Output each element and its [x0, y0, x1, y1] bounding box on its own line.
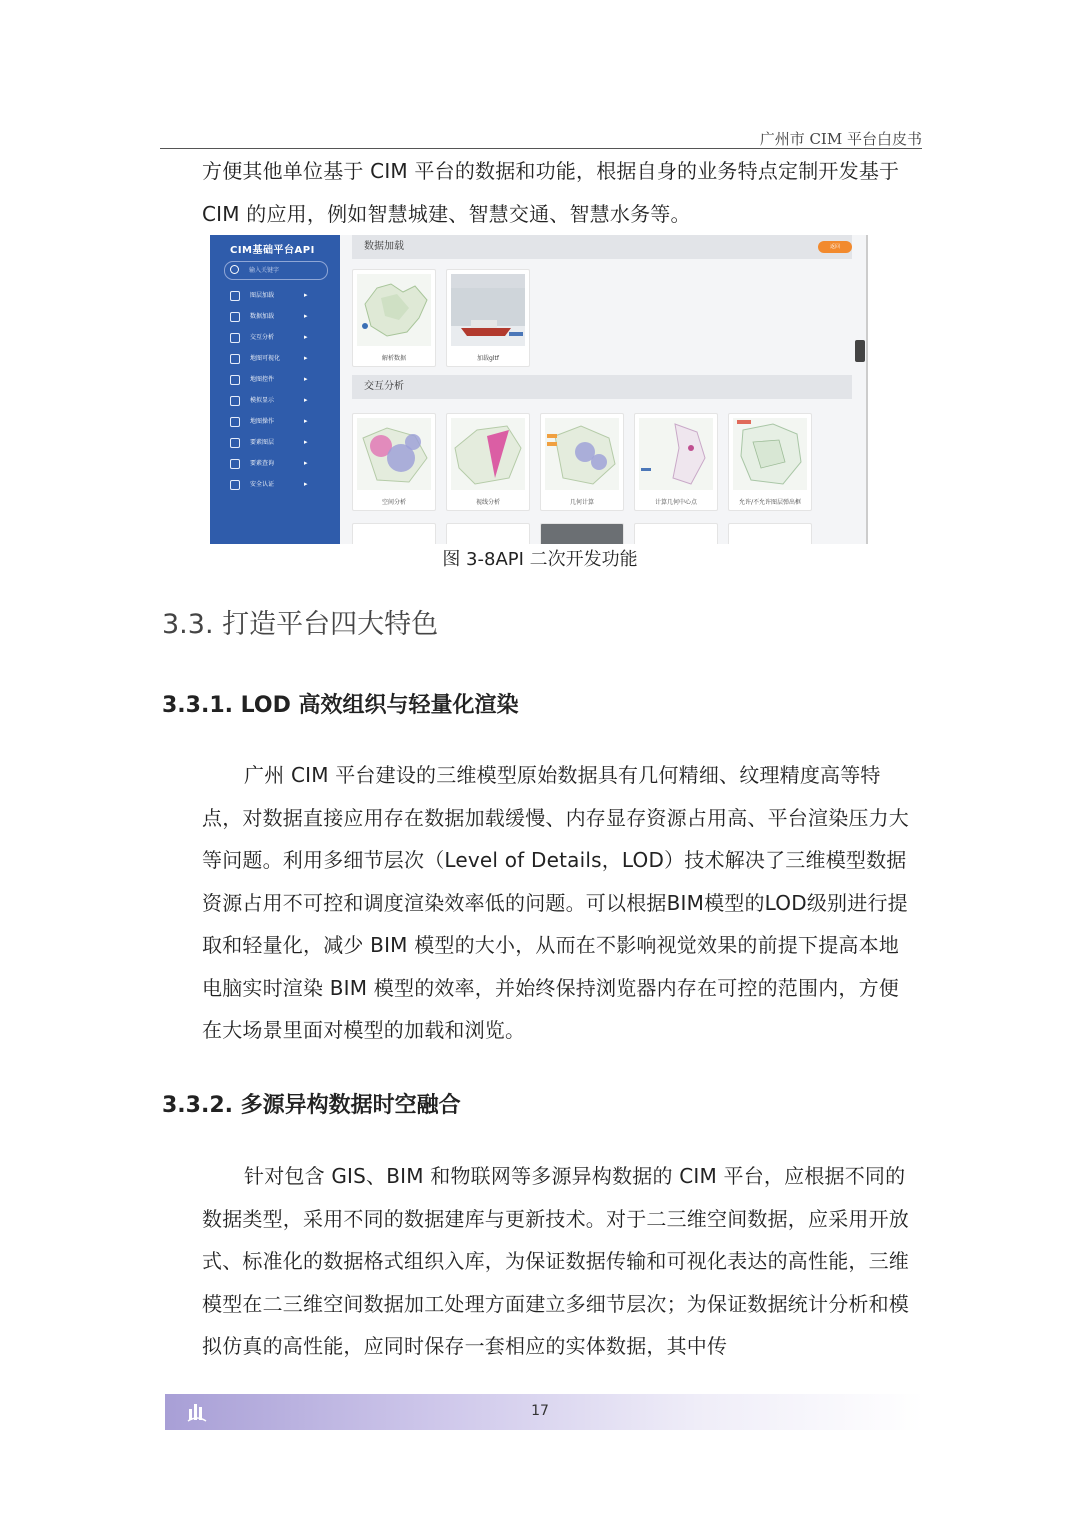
orange-button[interactable]: 返回 [818, 241, 852, 253]
card-spatial-analysis[interactable] [352, 413, 436, 511]
section-label: 交互分析 [364, 381, 404, 392]
chevron-right-icon: ▸ [304, 417, 308, 425]
api-menu-item[interactable] [228, 474, 328, 495]
card-sight-analysis[interactable] [446, 413, 530, 511]
header-divider [160, 148, 922, 149]
api-menu-item[interactable] [228, 285, 328, 306]
api-menu-item[interactable] [228, 306, 328, 327]
api-main-panel [340, 235, 866, 544]
section-label: 数据加载 [364, 241, 404, 252]
card-partial[interactable] [446, 523, 530, 544]
api-search-input[interactable] [224, 261, 328, 280]
api-figure [210, 235, 868, 544]
api-menu-item[interactable] [228, 453, 328, 474]
api-menu-item[interactable] [228, 348, 328, 369]
gltf-thumbnail [451, 274, 525, 346]
search-placeholder: 输入关键字 [249, 267, 280, 274]
query-icon [230, 459, 240, 469]
globe-icon [230, 354, 240, 364]
running-header: 广州市 CIM 平台白皮书 [759, 130, 922, 148]
card-label: 几何计算 [569, 499, 594, 506]
chevron-right-icon: ▸ [304, 333, 308, 341]
api-menu-label: 模拟显示 [250, 397, 275, 404]
bar-chart-icon [230, 312, 240, 322]
map-thumbnail [733, 418, 807, 490]
card-label: 视线分析 [475, 499, 500, 506]
figure-scroll-handle[interactable] [855, 340, 865, 362]
api-menu-item[interactable] [228, 411, 328, 432]
api-menu [228, 285, 328, 495]
chevron-right-icon: ▸ [304, 459, 308, 467]
api-menu-label: 地图操作 [250, 418, 275, 425]
interaction-icon [230, 333, 240, 343]
section-3-3-1-body: 广州 CIM 平台建设的三维模型原始数据具有几何精细、纹理精度高等特点，对数据直接应用存在数据加载缓慢、内存显存资源占用高、平台渲染压力大等问题。利用多细节层次（Level of Details，LOD）技术解决了三维模型数据资源占用不可控和调度渲染效率低的问题。可以根据BIM模型的LOD级别进行提取和轻量化，减少 BIM 模型的大小，从而在不影响视觉效果的前提下提高本地电脑实时渲染 BIM 模型的效率，并始终保持浏览器内存在可控的范围内，方便在大场景里面对模型的加载和浏览。 [202, 763, 909, 1042]
card-label: 空间分析 [381, 499, 406, 506]
shield-plus-icon [230, 480, 240, 490]
card-partial[interactable] [352, 523, 436, 544]
api-menu-item[interactable] [228, 369, 328, 390]
map-thumbnail [357, 274, 431, 346]
select-icon [230, 417, 240, 427]
api-menu-label: 要素查询 [250, 460, 275, 467]
card-partial[interactable] [728, 523, 812, 544]
api-menu-item[interactable] [228, 432, 328, 453]
list-icon [230, 438, 240, 448]
api-menu-label: 安全认证 [250, 481, 275, 488]
card-parse-data[interactable] [352, 269, 436, 367]
section-bar-data-loading [352, 235, 852, 259]
api-sidebar [210, 235, 340, 544]
api-menu-label: 交互分析 [250, 334, 275, 341]
card-label: 允许/不允许图层弹出框 [738, 499, 802, 506]
map-thumbnail [451, 418, 525, 490]
api-app-title: CIM基础平台API [230, 245, 315, 256]
page-number: 17 [531, 1403, 549, 1419]
section-heading-3-3-1: 3.3.1. LOD 高效组织与轻量化渲染 [162, 693, 519, 718]
section-bar-interactive [352, 375, 852, 399]
card-label: 解析数据 [381, 355, 406, 362]
api-menu-label: 地图控件 [250, 376, 275, 383]
chevron-right-icon: ▸ [304, 312, 308, 320]
chevron-right-icon: ▸ [304, 480, 308, 488]
intro-paragraph: 方便其他单位基于 CIM 平台的数据和功能，根据自身的业务特点定制开发基于 CIM 的应用，例如智慧城建、智慧交通、智慧水务等。 [202, 159, 900, 226]
map-thumbnail [545, 418, 619, 490]
section-heading-3-3-2: 3.3.2. 多源异构数据时空融合 [162, 1093, 461, 1118]
search-icon [230, 265, 239, 274]
chevron-right-icon: ▸ [304, 354, 308, 362]
figure-caption: 图 3-8API 二次开发功能 [442, 549, 638, 570]
section-3-3-2-body: 针对包含 GIS、BIM 和物联网等多源异构数据的 CIM 平台，应根据不同的数据类型，采用不同的数据建库与更新技术。对于二三维空间数据，应采用开放式、标准化的数据格式组织入库，为保证数据传输和可视化表达的高性能，三维模型在二三维空间数据加工处理方面建立多细节层次；为保证数据统计分析和模拟仿真的高性能，应同时保存一套相应的实体数据，其中传 [202, 1164, 909, 1358]
card-partial[interactable] [540, 523, 624, 544]
api-menu-item[interactable] [228, 390, 328, 411]
card-geometry-calc[interactable] [540, 413, 624, 511]
sliders-icon [230, 375, 240, 385]
map-thumbnail [357, 418, 431, 490]
card-calc-center[interactable] [634, 413, 718, 511]
chevron-right-icon: ▸ [304, 375, 308, 383]
chevron-right-icon: ▸ [304, 438, 308, 446]
chevron-right-icon: ▸ [304, 291, 308, 299]
api-menu-item[interactable] [228, 327, 328, 348]
card-partial[interactable] [634, 523, 718, 544]
api-menu-label: 要素图层 [250, 439, 275, 446]
api-menu-label: 地图可视化 [250, 355, 281, 362]
section-heading-3-3: 3.3. 打造平台四大特色 [162, 609, 439, 640]
card-label: 加载gltf [477, 355, 499, 362]
card-label: 计算几何中心点 [654, 499, 697, 506]
chevron-right-icon: ▸ [304, 396, 308, 404]
layers-icon [230, 291, 240, 301]
monitor-icon [230, 396, 240, 406]
map-thumbnail [639, 418, 713, 490]
card-load-gltf[interactable] [446, 269, 530, 367]
card-popup-toggle[interactable] [728, 413, 812, 511]
api-menu-label: 数据加载 [250, 313, 275, 320]
api-menu-label: 图层加载 [250, 292, 275, 299]
